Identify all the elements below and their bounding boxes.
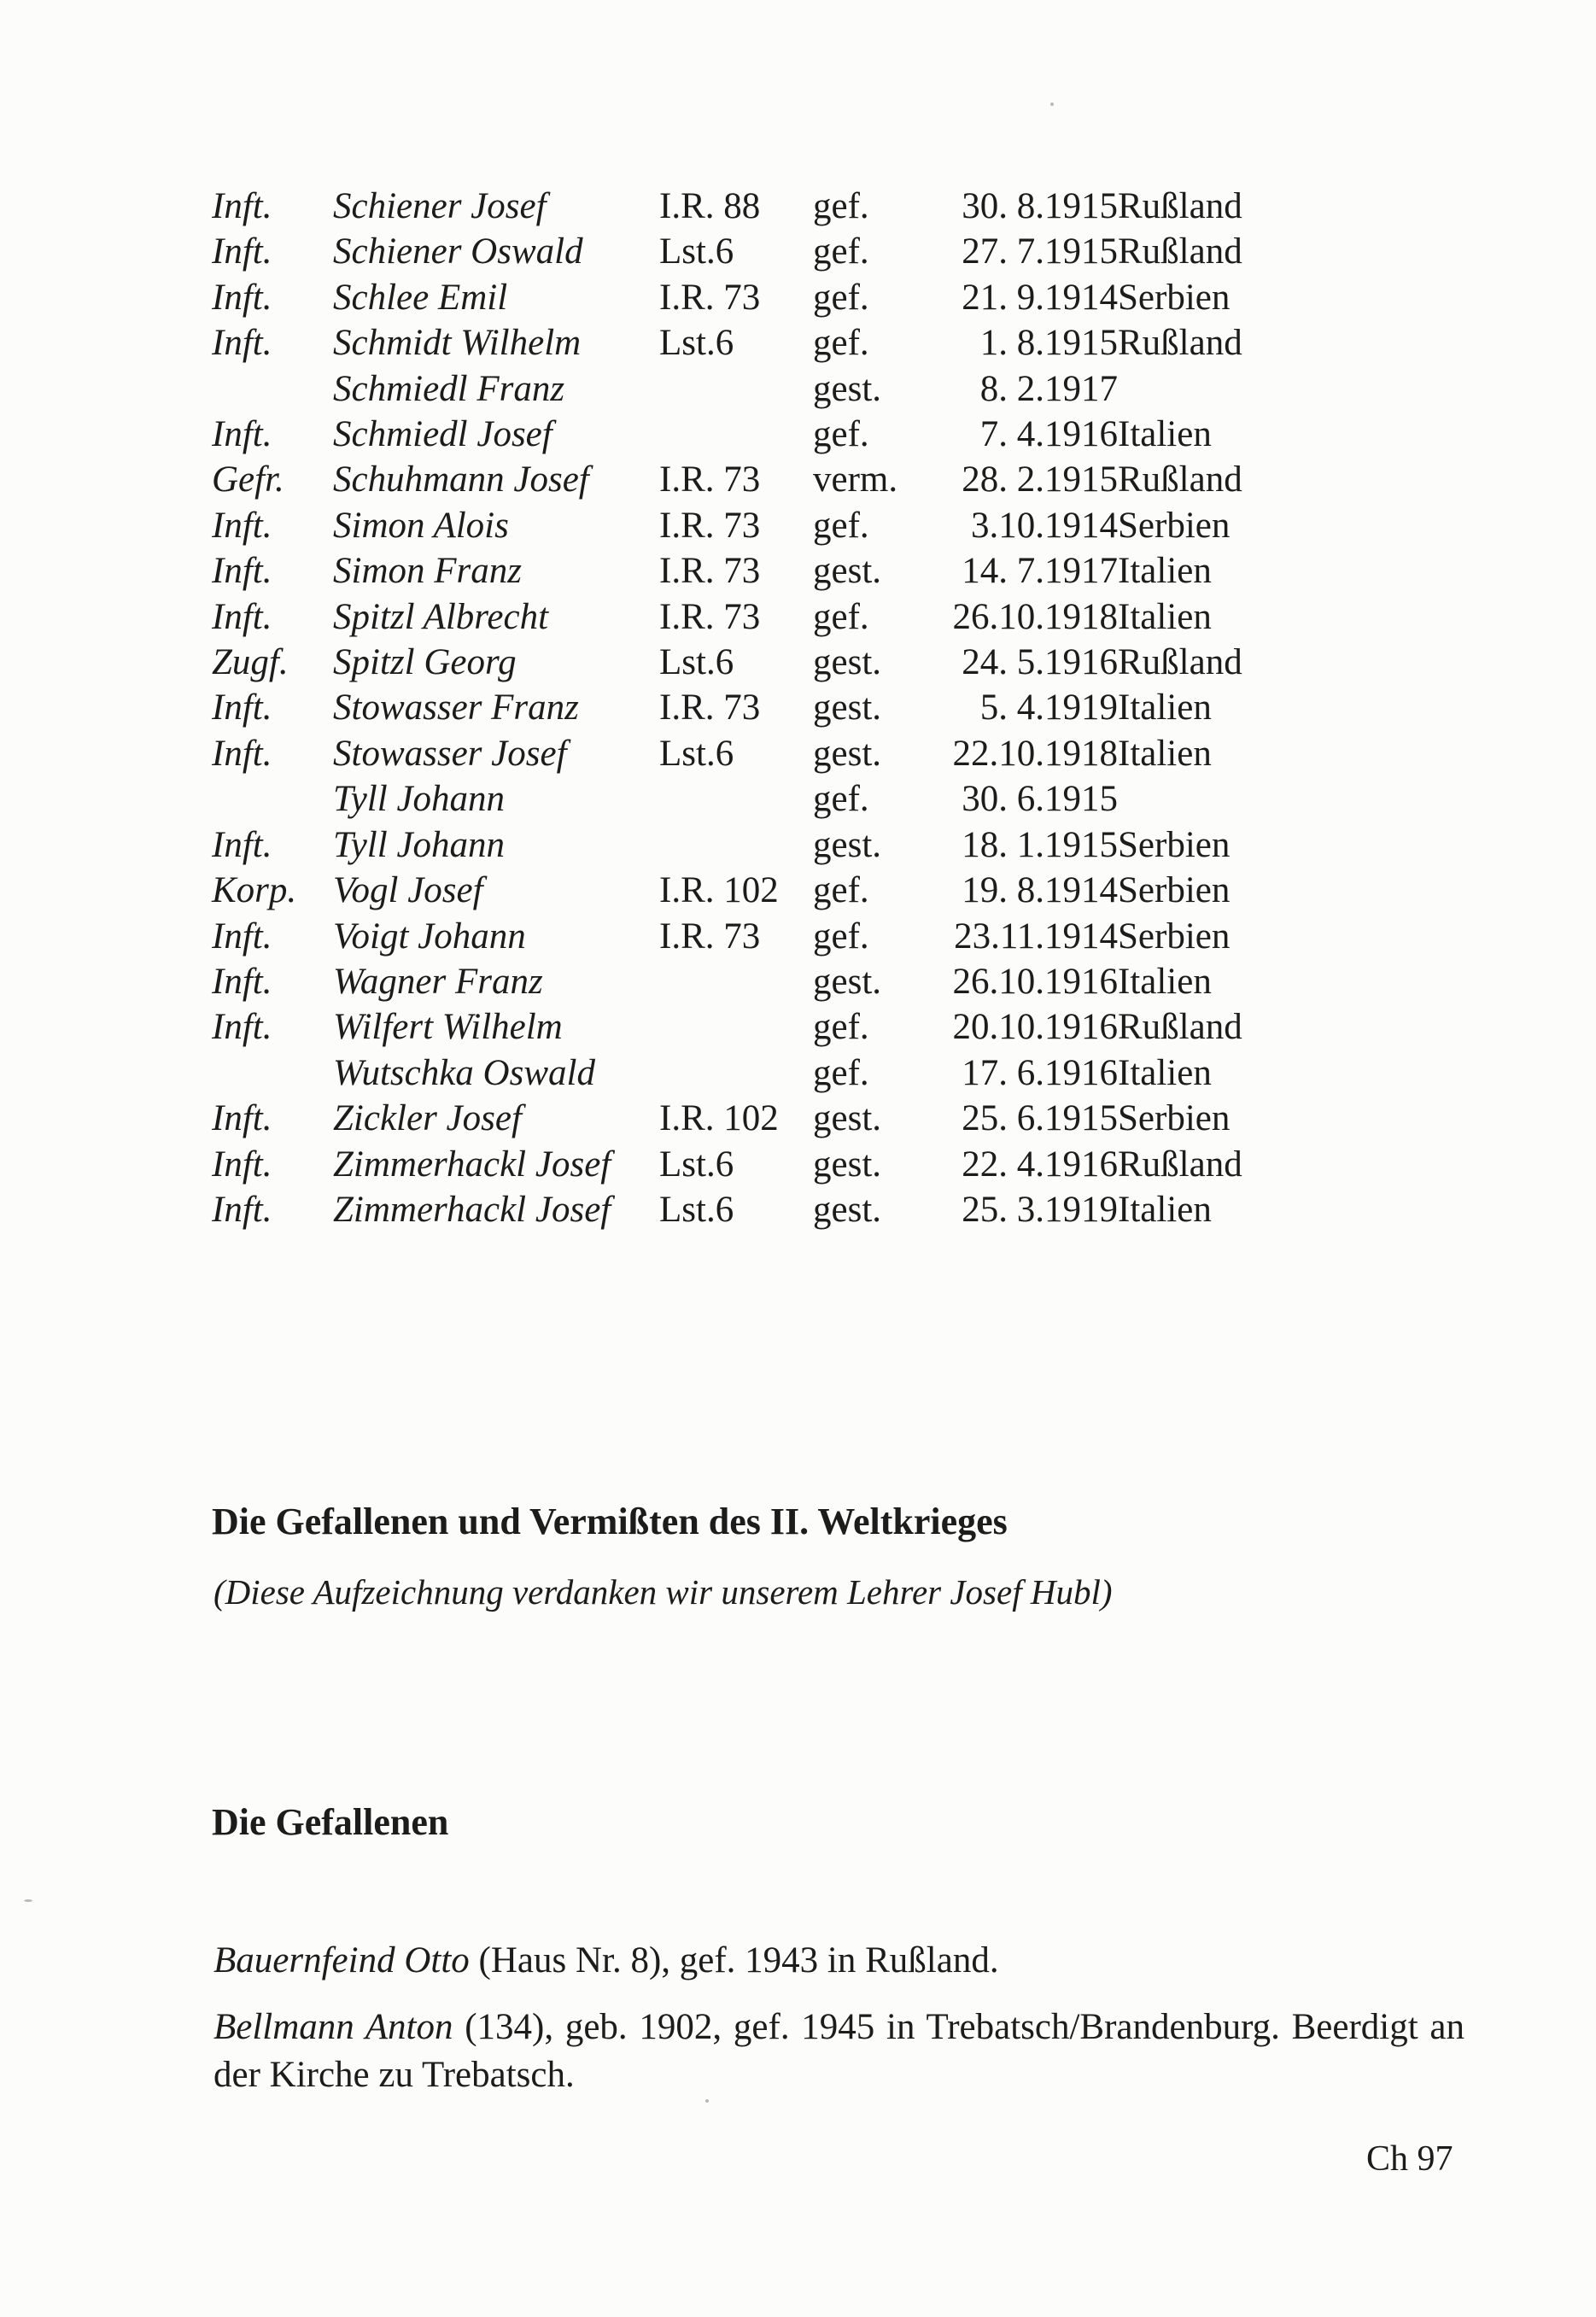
table-row (212, 1004, 1242, 1050)
cell-unit: Lst.6 (659, 733, 734, 774)
cell-unit: Lst.6 (659, 323, 734, 364)
cell-date: 25. 6.1915 (962, 1098, 1118, 1139)
cell-date: 28. 2.1915 (962, 459, 1118, 500)
cell-date: 26.10.1918 (952, 596, 1118, 637)
cell-name: Schiener Oswald (333, 231, 583, 272)
cell-unit: I.R. 102 (659, 870, 779, 911)
cell-date: 26.10.1916 (952, 961, 1118, 1002)
cell-status: gest. (813, 824, 882, 865)
paper-speck (24, 1899, 32, 1902)
cell-date: 22. 4.1916 (962, 1144, 1118, 1185)
cell-status: gest. (813, 1098, 882, 1139)
table-row (212, 822, 1242, 868)
cell-name: Tyll Johann (333, 779, 506, 820)
cell-place: Serbien (1118, 505, 1231, 546)
table-row (212, 412, 1242, 457)
cell-place: Rußland (1118, 231, 1242, 272)
cell-date: 14. 7.1917 (962, 551, 1118, 592)
table-row (212, 275, 1242, 320)
cell-rank: Zugf. (212, 642, 289, 683)
cell-name: Spitzl Albrecht (333, 596, 549, 637)
cell-date: 17. 6.1916 (962, 1052, 1118, 1093)
paper-speck (705, 2099, 709, 2103)
sub-heading: Die Gefallenen (212, 1801, 449, 1843)
cell-place: Italien (1118, 551, 1212, 592)
cell-status: gef. (813, 779, 869, 820)
cell-rank (212, 366, 333, 412)
table-row (212, 1096, 1242, 1141)
cell-status: gest. (813, 1189, 882, 1230)
cell-date: 8. 2.1917 (979, 368, 1118, 409)
cell-unit: I.R. 73 (659, 551, 761, 592)
cell-place: Serbien (1118, 277, 1231, 318)
cell-status: gest. (813, 961, 882, 1002)
cell-name: Stowasser Franz (333, 687, 579, 728)
cell-place: Rußland (1118, 1144, 1242, 1185)
cell-name: Wutschka Oswald (333, 1052, 595, 1093)
cell-unit: I.R. 73 (659, 687, 761, 728)
cell-name: Wilfert Wilhelm (333, 1007, 563, 1048)
cell-unit: I.R. 73 (659, 916, 761, 957)
cell-date: 23.11.1914 (954, 916, 1118, 957)
cell-place (1118, 776, 1242, 822)
fallen-entry (213, 2004, 1464, 2099)
cell-status: gest. (813, 551, 882, 592)
cell-unit (659, 822, 813, 868)
cell-status: verm. (813, 459, 898, 500)
cell-place: Italien (1118, 1052, 1212, 1093)
cell-date: 21. 9.1914 (962, 277, 1118, 318)
section-title: Die Gefallenen und Vermißten des II. Weltkrieges (212, 1501, 1008, 1542)
cell-place: Italien (1118, 961, 1212, 1002)
cell-place: Italien (1118, 414, 1212, 455)
cell-date: 30. 8.1915 (962, 186, 1118, 226)
cell-name: Vogl Josef (333, 870, 483, 911)
cell-place: Rußland (1118, 459, 1242, 500)
cell-rank: Inft. (212, 323, 272, 364)
cell-status: gef. (813, 1052, 869, 1093)
cell-place: Serbien (1118, 916, 1231, 957)
cell-place: Rußland (1118, 642, 1242, 683)
cell-unit: Lst.6 (659, 1189, 734, 1230)
cell-date: 18. 1.1915 (962, 824, 1118, 865)
entry-text: (Haus Nr. 8), gef. 1943 in Rußland. (469, 1940, 999, 1981)
casualty-table (212, 184, 1242, 1232)
cell-unit (659, 412, 813, 457)
table-row (212, 1142, 1242, 1187)
cell-name: Stowasser Josef (333, 733, 567, 774)
cell-status: gest. (813, 687, 882, 728)
cell-status: gest. (813, 1144, 882, 1185)
table-row (212, 229, 1242, 274)
cell-name: Voigt Johann (333, 916, 526, 957)
cell-date: 20.10.1916 (952, 1007, 1118, 1048)
cell-name: Wagner Franz (333, 961, 543, 1002)
cell-status: gest. (813, 642, 882, 683)
cell-status: gef. (813, 323, 869, 364)
cell-place: Italien (1118, 687, 1212, 728)
cell-date: 27. 7.1915 (962, 231, 1118, 272)
cell-place: Italien (1118, 733, 1212, 774)
cell-place: Italien (1118, 596, 1212, 637)
cell-name: Zickler Josef (333, 1098, 522, 1139)
cell-unit (659, 776, 813, 822)
cell-rank: Inft. (212, 551, 272, 592)
cell-name: Spitzl Georg (333, 642, 517, 683)
cell-date: 7. 4.1916 (979, 414, 1118, 455)
table-row (212, 685, 1242, 730)
cell-status: gef. (813, 916, 869, 957)
cell-date: 25. 3.1919 (962, 1189, 1118, 1230)
casualty-table-body (212, 184, 1242, 1232)
cell-name: Simon Franz (333, 551, 522, 592)
cell-unit: Lst.6 (659, 642, 734, 683)
cell-name: Zimmerhackl Josef (333, 1144, 611, 1185)
entry-name: Bauernfeind Otto (213, 1940, 470, 1981)
table-row (212, 731, 1242, 776)
cell-unit: I.R. 73 (659, 277, 761, 318)
cell-rank: Inft. (212, 1007, 272, 1048)
cell-rank: Inft. (212, 824, 272, 865)
cell-rank: Inft. (212, 596, 272, 637)
cell-date: 22.10.1918 (952, 733, 1118, 774)
cell-name: Tyll Johann (333, 824, 506, 865)
cell-name: Schmiedl Josef (333, 414, 552, 455)
cell-rank: Inft. (212, 186, 272, 226)
cell-unit: I.R. 88 (659, 186, 761, 226)
cell-place: Serbien (1118, 824, 1231, 865)
cell-status: gest. (813, 733, 882, 774)
cell-name: Schuhmann Josef (333, 459, 589, 500)
table-row (212, 959, 1242, 1004)
fallen-entry (213, 1937, 1464, 1985)
cell-rank (212, 1050, 333, 1096)
cell-unit: Lst.6 (659, 1144, 734, 1185)
cell-date: 19. 8.1914 (962, 870, 1118, 911)
cell-rank: Inft. (212, 414, 272, 455)
cell-status: gef. (813, 231, 869, 272)
cell-unit: I.R. 73 (659, 596, 761, 637)
cell-place: Serbien (1118, 1098, 1231, 1139)
table-row (212, 457, 1242, 502)
table-row (212, 184, 1242, 229)
cell-status: gef. (813, 186, 869, 226)
cell-rank: Inft. (212, 961, 272, 1002)
table-row (212, 914, 1242, 959)
cell-name: Zimmerhackl Josef (333, 1189, 611, 1230)
cell-date: 3.10.1914 (971, 505, 1118, 546)
cell-unit: I.R. 73 (659, 505, 761, 546)
cell-date: 30. 6.1915 (962, 779, 1118, 820)
cell-rank: Gefr. (212, 459, 284, 500)
table-row (212, 868, 1242, 913)
cell-rank: Inft. (212, 687, 272, 728)
table-row (212, 1187, 1242, 1232)
cell-status: gef. (813, 596, 869, 637)
table-row (212, 320, 1242, 366)
cell-date: 1. 8.1915 (979, 323, 1118, 364)
table-row (212, 1050, 1242, 1096)
cell-status: gef. (813, 870, 869, 911)
section-subtitle: (Diese Aufzeichnung verdanken wir unserem Lehrer Josef Hubl) (213, 1572, 1113, 1612)
cell-unit (659, 1050, 813, 1096)
cell-name: Schiener Josef (333, 186, 547, 226)
table-row (212, 776, 1242, 822)
cell-rank: Korp. (212, 870, 297, 911)
cell-unit: I.R. 102 (659, 1098, 779, 1139)
cell-place: Rußland (1118, 323, 1242, 364)
cell-name: Schmiedl Franz (333, 368, 565, 409)
cell-unit (659, 959, 813, 1004)
paper-speck (1050, 102, 1054, 106)
cell-rank: Inft. (212, 1098, 272, 1139)
table-row (212, 503, 1242, 548)
page-number: Ch 97 (1366, 2139, 1453, 2179)
cell-unit (659, 1004, 813, 1050)
cell-date: 5. 4.1919 (979, 687, 1118, 728)
cell-name: Schlee Emil (333, 277, 508, 318)
cell-status: gef. (813, 414, 869, 455)
cell-rank: Inft. (212, 505, 272, 546)
table-row (212, 594, 1242, 640)
cell-place: Serbien (1118, 870, 1231, 911)
entry-name: Bellmann Anton (213, 2007, 453, 2047)
cell-place: Italien (1118, 1189, 1212, 1230)
cell-rank: Inft. (212, 916, 272, 957)
cell-name: Simon Alois (333, 505, 509, 546)
cell-rank: Inft. (212, 733, 272, 774)
cell-rank: Inft. (212, 1144, 272, 1185)
cell-date: 24. 5.1916 (962, 642, 1118, 683)
cell-status: gef. (813, 505, 869, 546)
cell-status: gef. (813, 277, 869, 318)
cell-unit: Lst.6 (659, 231, 734, 272)
cell-name: Schmidt Wilhelm (333, 323, 582, 364)
cell-place (1118, 366, 1242, 412)
cell-rank (212, 776, 333, 822)
cell-unit (659, 366, 813, 412)
cell-place: Rußland (1118, 186, 1242, 226)
cell-rank: Inft. (212, 231, 272, 272)
cell-rank: Inft. (212, 277, 272, 318)
table-row (212, 640, 1242, 685)
cell-status: gef. (813, 1007, 869, 1048)
table-row (212, 366, 1242, 412)
table-row (212, 548, 1242, 594)
cell-place: Rußland (1118, 1007, 1242, 1048)
cell-status: gest. (813, 368, 882, 409)
entry-text: (134), geb. 1902, gef. 1945 in Trebatsch/Brandenburg. Beerdigt an der Kirche zu Trebatsch. (213, 2007, 1465, 2095)
cell-unit: I.R. 73 (659, 459, 761, 500)
cell-rank: Inft. (212, 1189, 272, 1230)
